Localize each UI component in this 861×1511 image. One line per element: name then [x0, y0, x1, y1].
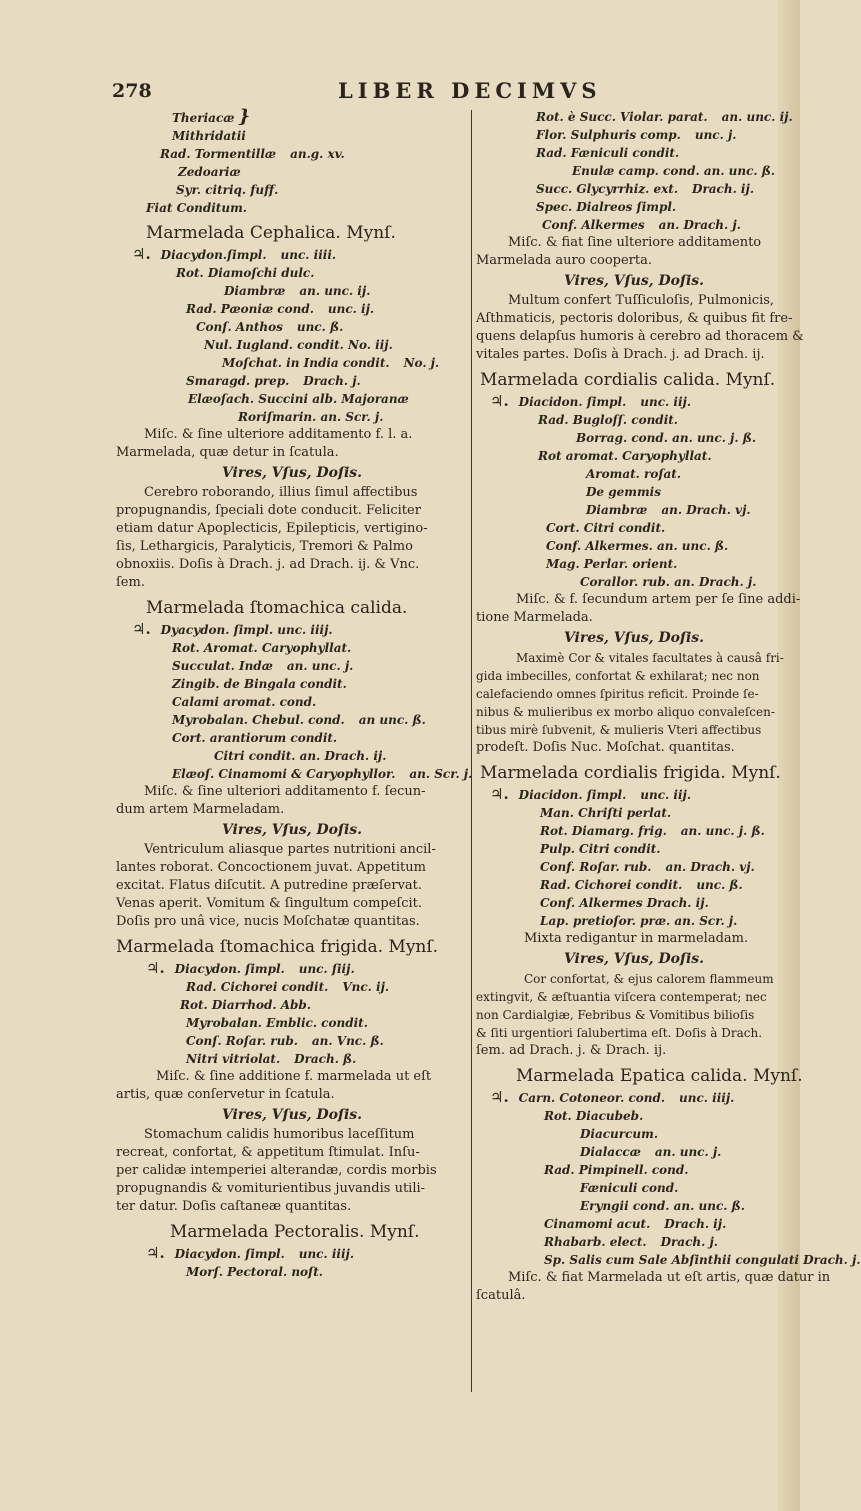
ingredient-line: [116, 318, 468, 336]
ingredient-name: Rot. Diamoſchi dulc.: [176, 266, 315, 280]
ingredient-line: [476, 1233, 792, 1251]
ingredient-quantity: an. unc. ij.: [299, 284, 371, 298]
text-line: Marmelada auro cooperta.: [476, 253, 652, 268]
ingredient-line: [116, 108, 468, 127]
ingredient-name: Roriſmarin. an. Scr. j.: [238, 410, 384, 424]
text-line: gida imbecilles, confortat & exhilarat; nec non: [476, 669, 760, 683]
text-line: excitat. Flatus diſcutit. A putredine præſervat.: [116, 878, 423, 893]
ingredient-line: [116, 264, 468, 282]
ingredient-quantity: an. Drach. vj.: [665, 860, 755, 874]
ingredient-name: Conſ. Anthos: [196, 320, 283, 334]
text-line: dum artem Marmeladam.: [116, 802, 285, 817]
ingredient-line: [476, 573, 792, 591]
ingredient-line: [116, 245, 468, 264]
text-line: Maximè Cor & vitales facultates à causâ fri-: [516, 651, 784, 665]
brace-mark: }: [238, 106, 251, 127]
ingredient-name: Diambræ: [224, 284, 286, 298]
recipe-symbol: ♃.: [132, 245, 151, 263]
ingredient-line: [476, 1215, 792, 1233]
ingredient-name: Conſ. Roſar. rub.: [186, 1034, 298, 1048]
ingredient-name: Myrobalan. Chebul. cond.: [172, 713, 345, 727]
ingredient-line: [116, 693, 468, 711]
recipe-title: Marmelada cordialis frigida. Mynſ.: [480, 763, 781, 783]
ingredient-line: [116, 747, 468, 765]
ingredient-quantity: an. Drach. j.: [658, 218, 741, 232]
text-line: Venas aperit. Vomitum & ſingultum compeſcit.: [116, 896, 423, 911]
ingredient-name: Morſ. Pectoral. noſt.: [186, 1265, 323, 1279]
ingredient-line: [116, 675, 468, 693]
ingredient-name: Rot. Diamarg. frig.: [540, 824, 667, 838]
recipe-symbol: ♃.: [490, 785, 509, 803]
ingredient-line: [476, 822, 792, 840]
ingredient-name: Zingib. de Bingala condit.: [172, 677, 347, 691]
ingredient-quantity: unc. ij.: [327, 302, 375, 316]
ingredient-line: [476, 555, 792, 573]
ingredient-line: [116, 127, 468, 145]
ingredient-line: [116, 620, 468, 639]
ingredient-line: [476, 840, 792, 858]
ingredient-name: Diambræ: [586, 503, 648, 517]
ingredient-name: Rot aromat. Caryophyllat.: [538, 449, 712, 463]
ingredient-name: Diacidon. ſimpl.: [518, 395, 627, 409]
text-line: artis, quæ conſervetur in ſcatula.: [116, 1087, 335, 1102]
page-header: [0, 78, 800, 108]
ingredient-line: [476, 411, 792, 429]
ingredient-name: Conf. Alkermes. an. unc. ß.: [546, 539, 729, 553]
ingredient-line: [116, 996, 468, 1014]
text-line: obnoxiis. Doſis à Drach. j. ad Drach. ij. & Vnc.: [116, 557, 420, 572]
text-line: tibus mirè ſubvenit, & mulieris Vteri affectibus: [476, 723, 762, 737]
ingredient-quantity: an. unc. j.: [654, 1145, 722, 1159]
ingredient-name: Theriacæ: [172, 111, 235, 125]
ingredient-quantity: Drach. ß.: [294, 1052, 357, 1066]
ingredient-name: Enulæ camp. cond. an. unc. ß.: [572, 164, 776, 178]
ingredient-name: Rot. Diarrhod. Abb.: [180, 998, 312, 1012]
ingredient-line: [476, 483, 792, 501]
text-line: Doſis pro unâ vice, nucis Moſchatæ quantitas.: [116, 914, 420, 929]
recipe-symbol: ♃.: [132, 620, 151, 638]
ingredient-name: Sp. Salis cum Sale Abſinthii congulati Drach. j.: [544, 1253, 861, 1267]
ingredient-quantity: unc. ſiij.: [298, 962, 355, 976]
text-line: ſem.: [116, 575, 145, 590]
text-line: recreat, confortat, & appetitum ſtimulat. Inſu-: [116, 1145, 420, 1160]
ingredient-line: [476, 447, 792, 465]
text-line: vitales partes. Doſis à Drach. j. ad Drach. ij.: [476, 347, 765, 362]
ingredient-name: Diacidon. ſimpl.: [518, 788, 627, 802]
ingredient-quantity: unc. iij.: [640, 788, 692, 802]
ingredient-line: [116, 354, 468, 372]
ingredient-name: Fiat Conditum.: [146, 201, 247, 215]
ingredient-name: Dialaccæ: [580, 1145, 641, 1159]
ingredient-line: [116, 1263, 468, 1281]
ingredient-line: [116, 145, 468, 163]
ingredient-name: Rad. Cichorei condit.: [540, 878, 683, 892]
ingredient-line: [476, 1125, 792, 1143]
ingredient-name: Fæniculi cond.: [580, 1181, 679, 1195]
ingredient-quantity: unc. iij.: [640, 395, 692, 409]
ingredient-name: Diacydon. ſimpl.: [174, 962, 285, 976]
section-subheading: Vires, Vſus, Doſis.: [221, 1107, 363, 1123]
ingredient-name: Nitri vitriolat.: [186, 1052, 281, 1066]
ingredient-name: Calami aromat. cond.: [172, 695, 317, 709]
recipe-symbol: ♃.: [490, 1088, 509, 1106]
text-line: non Cardialgiæ, Febribus & Vomitibus bilioſis: [476, 1008, 755, 1022]
ingredient-name: Nul. Iugland. condit. No. iij.: [204, 338, 393, 352]
ingredient-line: [476, 519, 792, 537]
text-line: Stomachum calidis humoribus laceſſitum: [144, 1127, 415, 1142]
ingredient-line: [476, 1251, 861, 1269]
ingredient-quantity: an. Scr. j.: [409, 767, 473, 781]
ingredient-line: [476, 785, 792, 804]
ingredient-line: [116, 978, 468, 996]
ingredient-line: [116, 1032, 468, 1050]
ingredient-line: [116, 336, 468, 354]
ingredient-name: Spec. Dialreos ſimpl.: [536, 200, 677, 214]
text-line: Mixta redigantur in marmeladam.: [524, 931, 749, 946]
ingredient-line: [116, 300, 468, 318]
ingredient-line: [116, 408, 468, 426]
ingredient-name: Conf. Alkermes Drach. ij.: [540, 896, 709, 910]
column-divider: [471, 110, 472, 1392]
text-line: ſis, Lethargicis, Paralyticis, Tremori & Palmo: [116, 539, 413, 554]
text-line: prodeſt. Doſis Nuc. Moſchat. quantitas.: [476, 740, 735, 755]
text-line: Cerebro roborando, illius ſimul affectibus: [144, 485, 418, 500]
recipe-title: Marmelada Epatica calida. Mynſ.: [516, 1066, 803, 1086]
ingredient-name: Mag. Perlar. orient.: [546, 557, 678, 571]
ingredient-line: [116, 163, 468, 181]
ingredient-quantity: unc. ß.: [296, 320, 344, 334]
section-subheading: Vires, Vſus, Doſis.: [563, 951, 705, 967]
text-line: propugnandis & vomiturientibus juvandis utili-: [116, 1181, 426, 1196]
ingredient-name: Aromat. roſat.: [586, 467, 681, 481]
ingredient-name: Myrobalan. Emblic. condit.: [186, 1016, 368, 1030]
ingredient-name: Rot. Diacubeb.: [544, 1109, 644, 1123]
right-column: [476, 108, 861, 1305]
ingredient-line: [116, 765, 473, 783]
text-line: calefaciendo omnes ſpiritus reficit. Proinde ſe-: [476, 687, 759, 701]
ingredient-line: [116, 657, 468, 675]
ingredient-name: Conf. Roſar. rub.: [540, 860, 652, 874]
recipe-symbol: ♃.: [146, 1244, 165, 1262]
ingredient-line: [476, 876, 792, 894]
ingredient-name: Dyacydon. ſimpl. unc. iiij.: [160, 623, 333, 637]
ingredient-quantity: Drach. ij.: [664, 1217, 727, 1231]
text-line: Miſc. & f. ſecundum artem per ſe ſine addi-: [516, 592, 801, 607]
text-line: ſcatulâ.: [476, 1288, 526, 1303]
ingredient-name: Flor. Sulphuris comp.: [536, 128, 681, 142]
text-line: Miſc. & fiat Marmelada ut eſt artis, quæ datur in: [508, 1270, 831, 1285]
text-line: Aſthmaticis, pectoris doloribus, & quibus fit fre-: [476, 311, 793, 326]
ingredient-line: [116, 390, 468, 408]
text-line: Miſc. & fiat ſine ulteriore additamento: [508, 235, 762, 250]
ingredient-name: Cort. arantiorum condit.: [172, 731, 338, 745]
text-line: nibus & mulieribus ex morbo aliquo convaleſcen-: [476, 705, 775, 719]
ingredient-quantity: an. Vnc. ß.: [311, 1034, 384, 1048]
text-line: per calidæ intemperiei alterandæ, cordis morbis: [116, 1163, 437, 1178]
ingredient-name: Rot. è Succ. Violar. parat.: [536, 110, 708, 124]
ingredient-line: [476, 392, 792, 411]
ingredient-name: Rad. Pæoniæ cond.: [186, 302, 314, 316]
ingredient-name: Syr. citriq. fuff.: [176, 183, 279, 197]
ingredient-line: [476, 198, 792, 216]
text-line: Miſc. & ſine ulteriore additamento f. l. a.: [144, 427, 413, 442]
ingredient-name: Conf. Alkermes: [542, 218, 645, 232]
ingredient-quantity: an. unc. j.: [286, 659, 354, 673]
ingredient-name: Rad. Bugloſſ. condit.: [538, 413, 678, 427]
recipe-symbol: ♃.: [146, 959, 165, 977]
ingredient-line: [476, 180, 792, 198]
ingredient-quantity: Drach. j.: [303, 374, 361, 388]
ingredient-quantity: unc. j.: [694, 128, 737, 142]
ingredient-name: Elæoſ. Cinamomi & Caryophyllor.: [172, 767, 396, 781]
ingredient-line: [476, 1143, 792, 1161]
ingredient-quantity: Drach. ij.: [692, 182, 754, 196]
text-line: Ventriculum aliasque partes nutritioni ancil-: [144, 842, 436, 857]
text-line: Miſc. & ſine ulteriori additamento f. ſecun-: [144, 784, 426, 799]
ingredient-line: [476, 804, 792, 822]
ingredient-name: Rad. Fæniculi condit.: [536, 146, 680, 160]
ingredient-line: [476, 465, 792, 483]
ingredient-name: Succ. Glycyrrhiz. ext.: [536, 182, 679, 196]
ingredient-quantity: unc. iiii.: [280, 248, 337, 262]
ingredient-quantity: an unc. ß.: [358, 713, 426, 727]
ingredient-line: [116, 729, 468, 747]
ingredient-line: [116, 1244, 468, 1263]
ingredient-name: Rhabarb. elect.: [544, 1235, 647, 1249]
text-line: etiam datur Apoplecticis, Epilepticis, vertigino-: [116, 521, 428, 536]
ingredient-line: [476, 1107, 792, 1125]
ingredient-line: [476, 216, 792, 234]
ingredient-quantity: Vnc. ij.: [342, 980, 390, 994]
ingredient-name: Moſchat. in India condit.: [222, 356, 390, 370]
ingredient-name: Corallor. rub. an. Drach. j.: [580, 575, 757, 589]
text-line: propugnandis, ſpeciali dote conducit. Feliciter: [116, 503, 421, 518]
ingredient-name: Rad. Cichorei condit.: [186, 980, 329, 994]
ingredient-line: [116, 639, 468, 657]
ingredient-name: Man. Chriſti perlat.: [540, 806, 672, 820]
ingredient-name: Lap. pretioſor. præ. an. Scr. j.: [540, 914, 738, 928]
ingredient-quantity: an. unc. j. ß.: [680, 824, 765, 838]
ingredient-name: Borrag. cond. an. unc. j. ß.: [576, 431, 757, 445]
ingredient-line: [476, 1179, 792, 1197]
ingredient-line: [116, 1050, 468, 1068]
ingredient-quantity: an.g. xv.: [290, 147, 345, 161]
text-line: tione Marmelada.: [476, 610, 593, 625]
recipe-title: Marmelada Pectoralis. Mynſ.: [170, 1222, 420, 1242]
section-subheading: Vires, Vſus, Doſis.: [563, 273, 705, 289]
ingredient-line: [476, 1088, 792, 1107]
text-line: Marmelada, quæ detur in ſcatula.: [116, 445, 339, 460]
section-subheading: Vires, Vſus, Doſis.: [221, 465, 363, 481]
ingredient-line: [116, 282, 468, 300]
ingredient-line: [116, 711, 468, 729]
recipe-title: Marmelada ſtomachica calida.: [146, 598, 408, 618]
ingredient-line: [116, 372, 468, 390]
section-subheading: Vires, Vſus, Doſis.: [221, 822, 363, 838]
section-subheading: Vires, Vſus, Doſis.: [563, 630, 705, 646]
ingredient-line: [476, 1161, 792, 1179]
ingredient-line: [476, 1197, 792, 1215]
ingredient-quantity: Drach. j.: [660, 1235, 718, 1249]
ingredient-line: [116, 959, 468, 978]
text-line: extingvit, & æſtuantia viſcera contemperat; nec: [476, 990, 767, 1004]
ingredient-quantity: No. j.: [403, 356, 440, 370]
recipe-title: Marmelada ſtomachica frigida. Mynſ.: [116, 937, 439, 957]
ingredient-line: [116, 199, 468, 217]
ingredient-name: Zedoariæ: [178, 165, 241, 179]
ingredient-name: Diacurcum.: [580, 1127, 658, 1141]
ingredient-name: Succulat. Indæ: [172, 659, 273, 673]
ingredient-name: Citri condit. an. Drach. ij.: [214, 749, 387, 763]
ingredient-name: Diacydon. ſimpl.: [174, 1247, 285, 1261]
ingredient-line: [476, 144, 792, 162]
ingredient-line: [476, 858, 792, 876]
ingredient-line: [116, 1014, 468, 1032]
recipe-title: Marmelada cordialis calida. Mynſ.: [480, 370, 776, 390]
recipe-symbol: ♃.: [490, 392, 509, 410]
ingredient-name: Cinamomi acut.: [544, 1217, 651, 1231]
ingredient-line: [476, 162, 792, 180]
ingredient-name: Rad. Tormentillæ: [160, 147, 277, 161]
ingredient-line: [476, 108, 792, 126]
ingredient-name: Rad. Pimpinell. cond.: [544, 1163, 689, 1177]
ingredient-line: [476, 126, 792, 144]
ingredient-line: [116, 181, 468, 199]
text-line: Miſc. & ſine additione f. marmelada ut eſt: [156, 1069, 432, 1084]
left-column: [116, 106, 473, 1281]
ingredient-line: [476, 912, 792, 930]
page-number: 278: [112, 80, 152, 102]
ingredient-quantity: an. unc. ij.: [721, 110, 793, 124]
ingredient-quantity: unc. iiij.: [298, 1247, 355, 1261]
text-line: quens delapſus humoris à cerebro ad thoracem &: [476, 329, 804, 344]
ingredient-name: Carn. Cotoneor. cond.: [518, 1091, 666, 1105]
ingredient-line: [476, 429, 792, 447]
running-head: LIBER DECIMVS: [338, 78, 602, 103]
text-line: Cor confortat, & ejus calorem flammeum: [524, 972, 774, 986]
text-line: & ſiti urgentiori ſalubertima eſt. Doſis à Drach.: [476, 1026, 763, 1040]
text-line: ter datur. Doſis caſtaneæ quantitas.: [116, 1199, 352, 1214]
ingredient-quantity: unc. iiij.: [679, 1091, 735, 1105]
ingredient-line: [476, 894, 792, 912]
ingredient-name: Rot. Aromat. Caryophyllat.: [172, 641, 352, 655]
ingredient-quantity: an. Drach. vj.: [661, 503, 751, 517]
ingredient-line: [476, 537, 792, 555]
ingredient-name: Mithridatii: [172, 129, 246, 143]
text-line: ſem. ad Drach. j. & Drach. ij.: [476, 1043, 667, 1058]
ingredient-name: Elæoſach. Succini alb. Majoranæ: [188, 392, 409, 406]
ingredient-line: [476, 501, 792, 519]
text-line: Multum confert Tuſſiculoſis, Pulmonicis,: [508, 293, 775, 308]
ingredient-quantity: unc. ß.: [696, 878, 743, 892]
ingredient-name: Pulp. Citri condit.: [540, 842, 661, 856]
ingredient-name: Diacydon.ſimpl.: [160, 248, 267, 262]
recipe-title: Marmelada Cephalica. Mynſ.: [146, 223, 396, 243]
ingredient-name: Eryngii cond. an. unc. ß.: [580, 1199, 745, 1213]
ingredient-name: De gemmis: [586, 485, 661, 499]
ingredient-name: Cort. Citri condit.: [546, 521, 666, 535]
ingredient-name: Smaragd. prep.: [186, 374, 290, 388]
text-line: lantes roborat. Concoctionem juvat. Appetitum: [116, 860, 426, 875]
